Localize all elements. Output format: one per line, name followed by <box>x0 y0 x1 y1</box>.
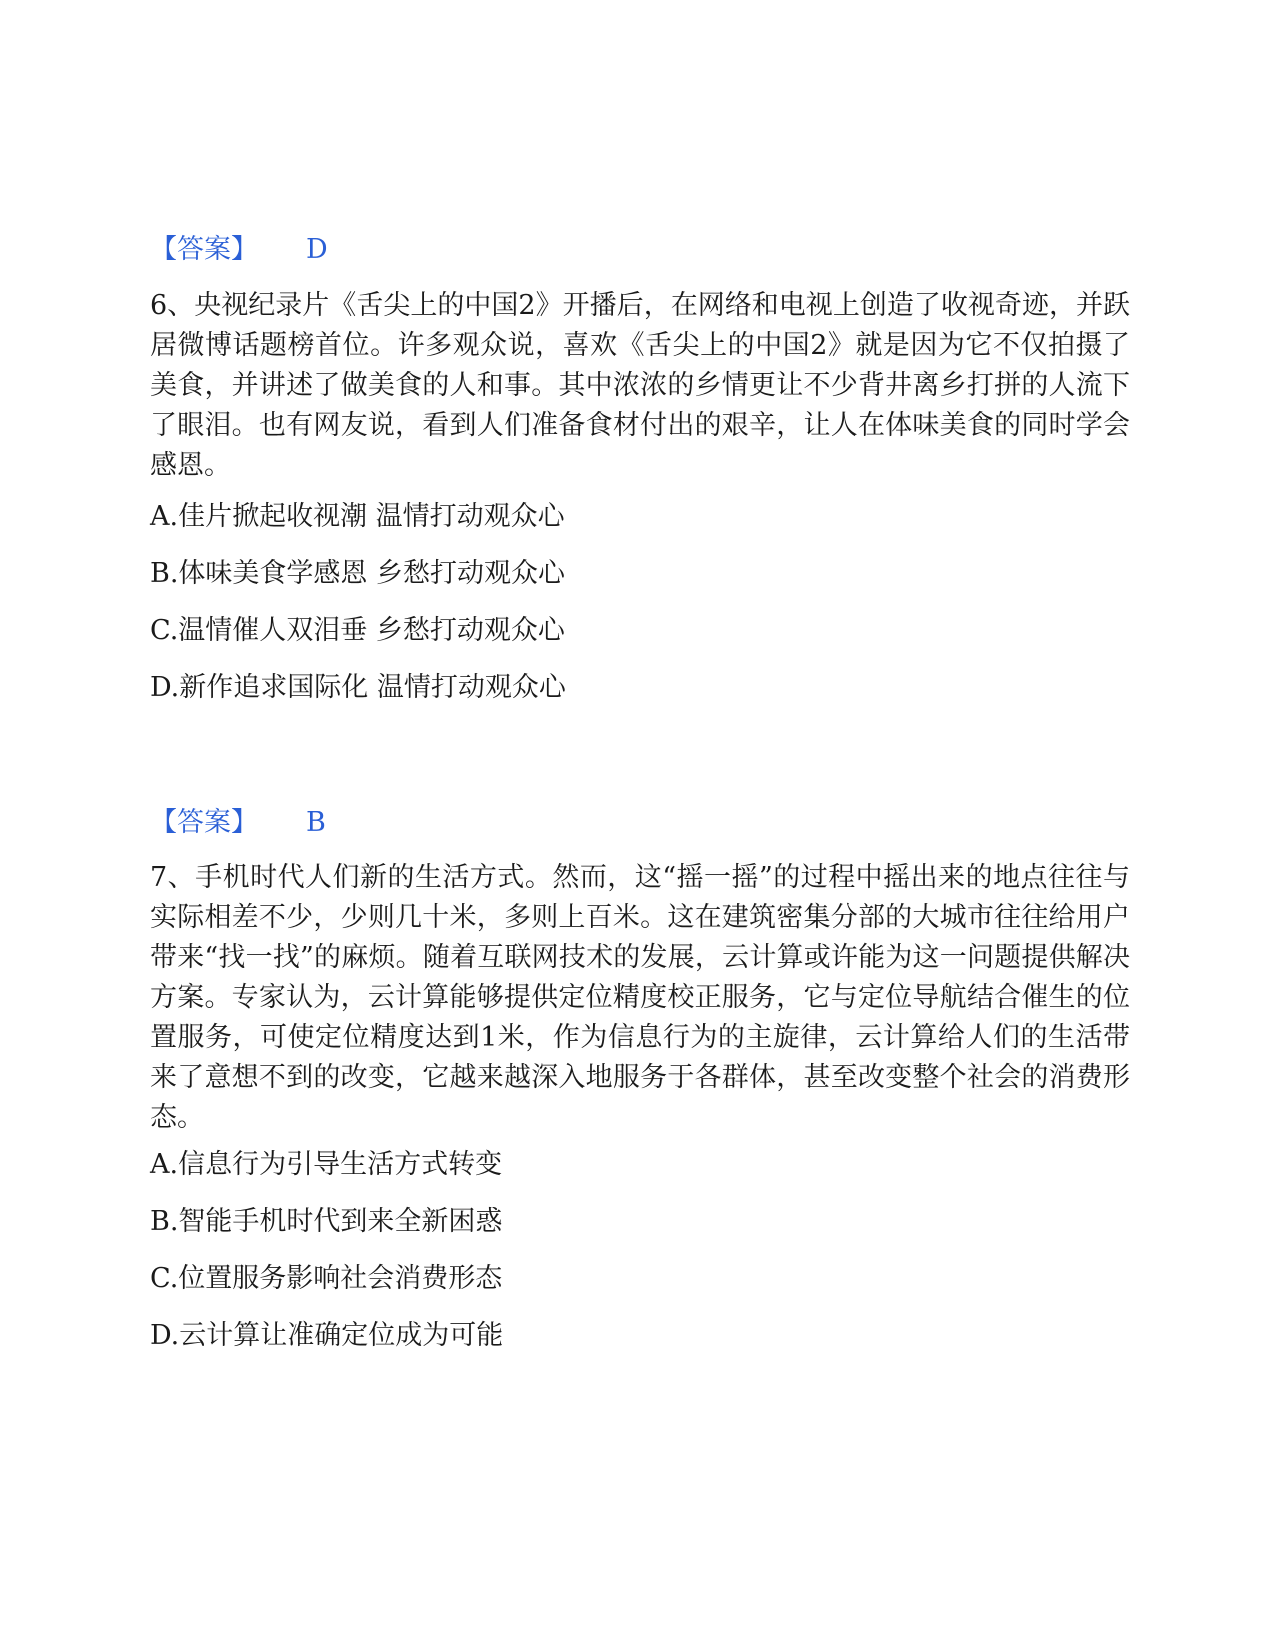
option-c: C.温情催人双泪垂 乡愁打动观众心 <box>150 615 565 646</box>
option-a: A.信息行为引导生活方式转变 <box>150 1149 503 1180</box>
answer-value: B <box>306 807 326 838</box>
option-c: C.位置服务影响社会消费形态 <box>150 1263 503 1294</box>
option-d: D.新作追求国际化 温情打动观众心 <box>150 672 566 703</box>
option-b: B.智能手机时代到来全新困惑 <box>150 1206 503 1237</box>
answer-value: D <box>306 234 328 265</box>
question-7-text: 7、手机时代人们新的生活方式。然而，这“摇一摇”的过程中摇出来的地点往往与实际相差不少，少则几十米，多则上百米。这在建筑密集分部的大城市往往给用户带来“找一找”的麻烦。随着互联网技术的发展，云计算或许能为这一问题提供解决方案。专家认为，云计算能够提供定位精度校正服务，它与定位导航结合催生的位置服务，可使定位精度达到1米，作为信息行为的主旋律，云计算给人们的生活带来了意想不到的改变，它越来越深入地服务于各群体，甚至改变整个社会的消费形态。 <box>150 862 1130 1133</box>
option-a: A.佳片掀起收视潮 温情打动观众心 <box>150 501 565 532</box>
option-d: D.云计算让准确定位成为可能 <box>150 1320 504 1351</box>
question-6-options <box>150 497 1050 725</box>
answer-line-1 <box>150 230 328 270</box>
option-b: B.体味美食学感恩 乡愁打动观众心 <box>150 558 566 589</box>
answer-label: 【答案】 <box>150 234 258 265</box>
question-7-options <box>150 1145 1050 1373</box>
answer-label: 【答案】 <box>150 807 258 838</box>
question-6-text: 6、央视纪录片《舌尖上的中国2》开播后，在网络和电视上创造了收视奇迹，并跃居微博话题榜首位。许多观众说，喜欢《舌尖上的中国2》就是因为它不仅拍摄了美食，并讲述了做美食的人和事。其中浓浓的乡情更让不少背井离乡打拼的人流下了眼泪。也有网友说，看到人们准备食材付出的艰辛，让人在体味美食的同时学会感恩。 <box>150 290 1130 481</box>
answer-line-2 <box>150 803 326 843</box>
